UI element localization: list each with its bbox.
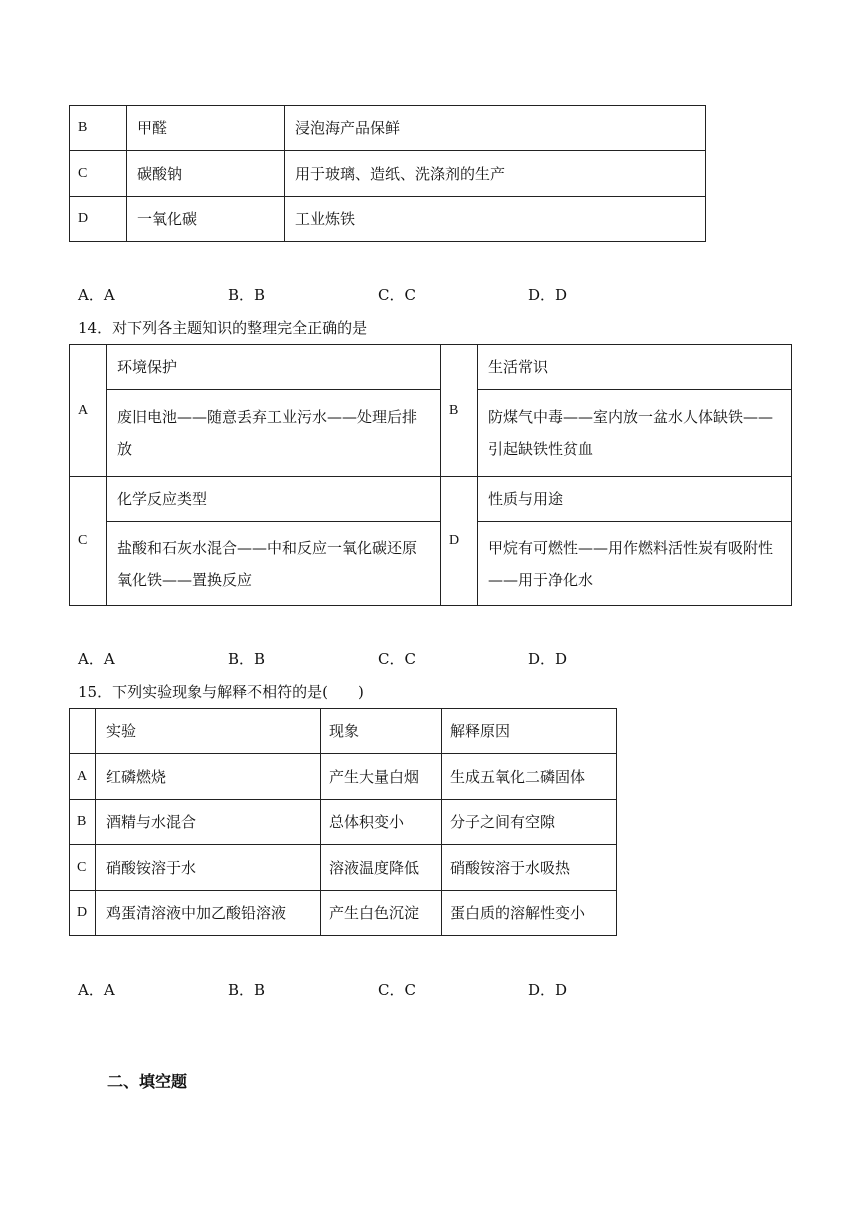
option-d[interactable]: D．D	[528, 286, 568, 304]
q13-table	[69, 105, 706, 242]
option-b[interactable]: B．B	[228, 981, 266, 999]
option-c[interactable]: C．C	[378, 286, 416, 304]
phenomenon-cell: 总体积变小	[321, 800, 442, 845]
phenomenon-cell: 产生大量白烟	[321, 754, 442, 800]
cell-title-b: 生活常识	[478, 345, 792, 390]
row-label: B	[70, 106, 127, 151]
use-cell: 用于玻璃、造纸、洗涤剂的生产	[285, 151, 706, 197]
cell-label-b: B	[441, 345, 478, 477]
experiment-cell: 酒精与水混合	[96, 800, 321, 845]
row-label: C	[70, 151, 127, 197]
table-row	[70, 754, 617, 800]
header-experiment: 实验	[96, 709, 321, 754]
use-cell: 浸泡海产品保鲜	[285, 106, 706, 151]
cell-title-c: 化学反应类型	[107, 477, 441, 522]
cell-body-b: 防煤气中毒——室内放一盆水人体缺铁——引起缺铁性贫血	[478, 390, 792, 477]
q14-table	[69, 344, 792, 606]
option-d[interactable]: D．D	[528, 981, 568, 999]
table-row	[70, 106, 706, 151]
row-label: A	[70, 754, 96, 800]
cell-body-d: 甲烷有可燃性——用作燃料活性炭有吸附性——用于净化水	[478, 522, 792, 606]
cell-label-c: C	[70, 477, 107, 606]
phenomenon-cell: 产生白色沉淀	[321, 891, 442, 936]
reason-cell: 硝酸铵溶于水吸热	[442, 845, 617, 891]
cell-title-a: 环境保护	[107, 345, 441, 390]
experiment-cell: 鸡蛋清溶液中加乙酸铅溶液	[96, 891, 321, 936]
table-row	[70, 197, 706, 242]
option-a[interactable]: A．A	[78, 286, 115, 304]
q13-options	[78, 284, 698, 305]
q14-question: 14．对下列各主题知识的整理完全正确的是	[78, 319, 368, 337]
header-empty	[70, 709, 96, 754]
reason-cell: 蛋白质的溶解性变小	[442, 891, 617, 936]
table-row	[70, 800, 617, 845]
option-b[interactable]: B．B	[228, 286, 266, 304]
option-c[interactable]: C．C	[378, 650, 416, 668]
substance-cell: 碳酸钠	[127, 151, 285, 197]
cell-title-d: 性质与用途	[478, 477, 792, 522]
experiment-cell: 红磷燃烧	[96, 754, 321, 800]
table-row	[70, 151, 706, 197]
phenomenon-cell: 溶液温度降低	[321, 845, 442, 891]
row-label: C	[70, 845, 96, 891]
substance-cell: 一氧化碳	[127, 197, 285, 242]
row-label: D	[70, 197, 127, 242]
reason-cell: 分子之间有空隙	[442, 800, 617, 845]
q15-question: 15．下列实验现象与解释不相符的是( )	[78, 683, 364, 701]
header-reason: 解释原因	[442, 709, 617, 754]
substance-cell: 甲醛	[127, 106, 285, 151]
option-c[interactable]: C．C	[378, 981, 416, 999]
row-label: B	[70, 800, 96, 845]
q15-options	[78, 979, 698, 1000]
experiment-cell: 硝酸铵溶于水	[96, 845, 321, 891]
option-d[interactable]: D．D	[528, 650, 568, 668]
q14-options	[78, 648, 698, 669]
section-title: 二、填空题	[107, 1072, 188, 1091]
option-a[interactable]: A．A	[78, 981, 115, 999]
cell-label-a: A	[70, 345, 107, 477]
cell-body-a: 废旧电池——随意丢弃工业污水——处理后排放	[107, 390, 441, 477]
table-row	[70, 891, 617, 936]
reason-cell: 生成五氧化二磷固体	[442, 754, 617, 800]
q15-table	[69, 708, 617, 936]
row-label: D	[70, 891, 96, 936]
table-row	[70, 845, 617, 891]
header-phenomenon: 现象	[321, 709, 442, 754]
cell-label-d: D	[441, 477, 478, 606]
option-a[interactable]: A．A	[78, 650, 115, 668]
option-b[interactable]: B．B	[228, 650, 266, 668]
use-cell: 工业炼铁	[285, 197, 706, 242]
table-header-row	[70, 709, 617, 754]
cell-body-c: 盐酸和石灰水混合——中和反应一氧化碳还原氧化铁——置换反应	[107, 522, 441, 606]
